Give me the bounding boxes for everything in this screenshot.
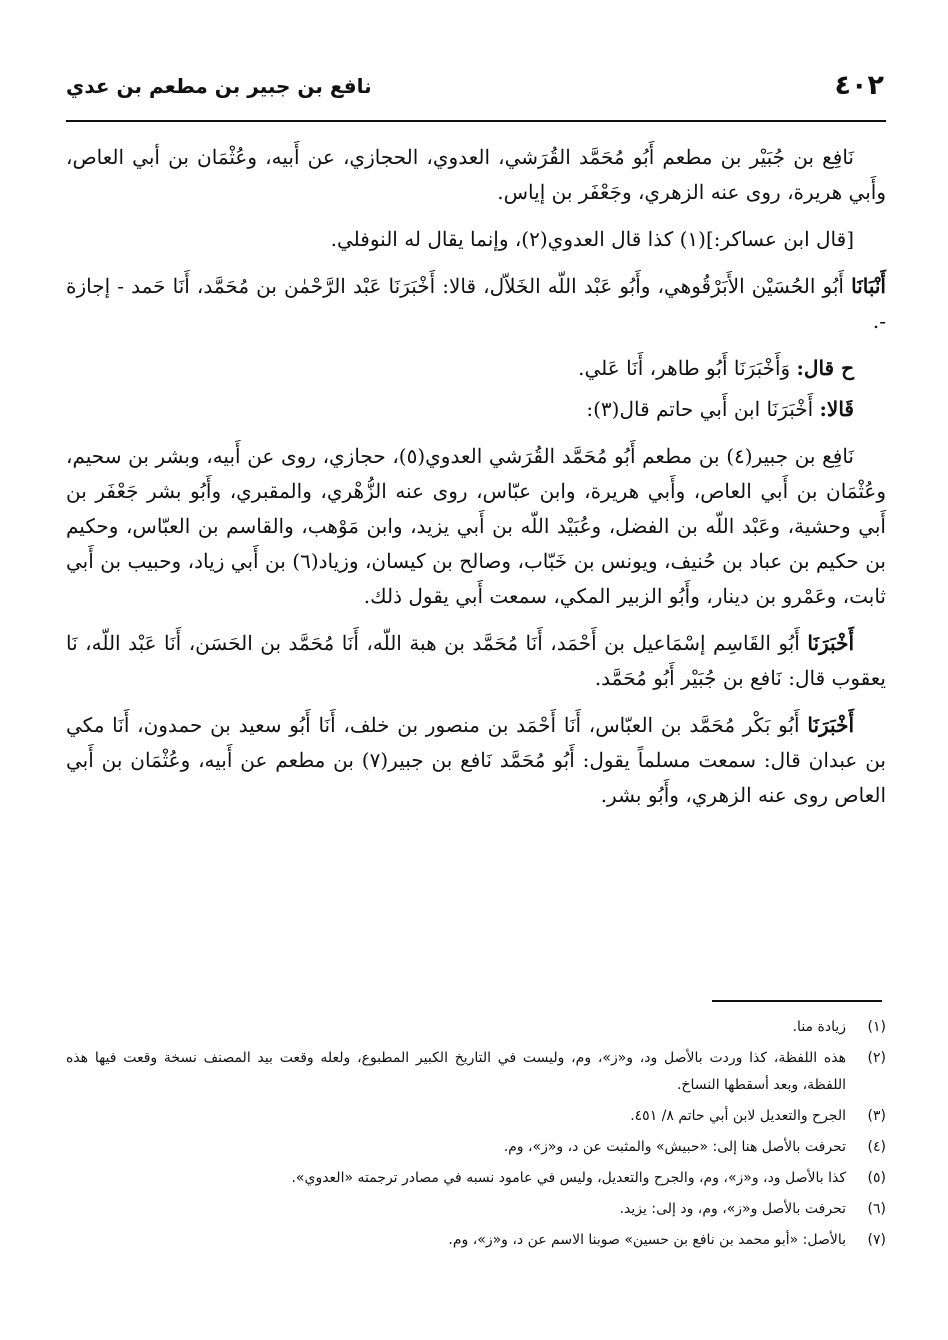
footnote [66,1045,886,1099]
paragraph [66,269,886,339]
paragraph [66,708,886,813]
footnote-number: (٦) [867,1201,886,1217]
footnote [66,1165,886,1192]
footnote [66,1196,886,1223]
main-text [66,140,886,825]
footnote-number: (٢) [867,1050,886,1066]
chain-lead: أَنْبَانَا [851,274,886,298]
footnote-rule [712,1000,882,1002]
paragraph-text: أَبُو القَاسِم إسْمَاعيل بن أَحْمَد، أَنَا مُحَمَّد بن هبة اللّه، أَنَا مُحَمَّد بن الحَسَن، أَنَا عَبْد اللّه، نَا يعقوب قال: نَافع بن جُبَيْر أَبُو مُحَمَّد. [66,631,886,690]
footnotes [66,1014,886,1258]
chain-lead: أَخْبَرَنَا [807,631,854,655]
footnote [66,1134,886,1161]
chain-lead: قَالا: [819,397,854,421]
footnote-text: تحرفت بالأصل هنا إلى: «حبيش» والمثبت عن د، و«ز»، وم. [503,1139,846,1155]
footnote-number: (٣) [867,1108,886,1124]
page-number: ٤٠٢ [834,70,884,101]
paragraph-text: أَبُو الحُسَيْن الأَبَرْقُوهي، وأَبُو عَبْد اللّه الخَلاّل، قالا: أَخْبَرَنَا عَبْد الرَّحْمٰن بن مُحَمَّد، أَنَا حَمد - إجازة -. [66,274,886,333]
header-rule [66,120,886,122]
chain-lead: أَخْبَرَنَا [807,713,854,737]
footnote-text: بالأصل: «أبو محمد بن نافع بن حسين» صوبنا الاسم عن د، و«ز»، وم. [448,1232,846,1248]
footnote-text: هذه اللفظة، كذا وردت بالأصل ود، و«ز»، وم، وليست في التاريخ الكبير المطبوع، ولعله وقعت بيد المصنف نسخة وقعت فيها هذه اللفظة، وبعد أسقطها النساخ. [66,1050,846,1093]
paragraph [66,626,886,696]
chain-lead: ح قال: [796,356,854,380]
paragraph: نَافِع بن جُبَيْر بن مطعم أَبُو مُحَمَّد القُرَشي، العدوي، الحجازي، عن أَبيه، وعُثْمَان بن أبي العاص، وأَبي هريرة، روى عنه الزهري، وجَعْفَر بن إياس. [66,145,886,204]
footnote-number: (١) [867,1019,886,1035]
paragraph-text: وَأَخْبَرَنَا أَبُو طاهر، أَنَا عَلي. [578,356,797,380]
footnote-text: الجرح والتعديل لابن أبي حاتم ٨/ ٤٥١. [630,1108,846,1124]
footnote-number: (٧) [867,1232,886,1248]
paragraph-text: أَخْبَرَنَا ابن أَبي حاتم قال(٣): [586,397,820,421]
running-title: نافع بن جبير بن مطعم بن عدي [66,74,372,98]
footnote [66,1014,886,1041]
footnote-number: (٥) [867,1170,886,1186]
page-header [66,70,884,118]
footnote-number: (٤) [867,1139,886,1155]
footnote [66,1227,886,1254]
footnote-text: تحرفت بالأصل و«ز»، وم، ود إلى: يزيد. [619,1201,846,1217]
paragraph [66,351,886,386]
footnote [66,1103,886,1130]
footnote-text: كذا بالأصل ود، و«ز»، وم، والجرح والتعديل، وليس في عامود نسبه في مصادر ترجمته «العدوي». [291,1170,846,1186]
paragraph-text: أَبُو بَكْر مُحَمَّد بن العبّاس، أَنَا أَحْمَد بن منصور بن خلف، أَنَا أَبُو سعيد بن حمدون، أَنَا مكي بن عبدان قال: سمعت مسلماً يقول: أَبُو مُحَمَّد نَافع بن جبير(٧) بن مطعم عن أَبيه، وعُثْمَان بن أَبي العاص روى عنه الزهري، وأَبُو بشر. [66,713,886,807]
paragraph [66,392,886,427]
footnote-text: زيادة منا. [792,1019,846,1035]
paragraph: نَافِع بن جبير(٤) بن مطعم أَبُو مُحَمَّد القُرَشي العدوي(٥)، حجازي، روى عن أَبيه، وبشر بن سحيم، وعُثْمَان بن أَبي العاص، وأَبي هريرة، وابن عبّاس، روى عنه الزُّهْري، والمقبري، وأَبُو بشر جَعْفَر بن أَبي وحشية، وعَبْد اللّه بن الفضل، وعُبَيْد اللّه بن أَبي يزيد، وابن مَوْهب، والقاسم بن العبّاس، وحكيم بن حكيم بن عباد بن حُنيف، ويونس بن خَبّاب، وصالح بن كيسان، وزياد(٦) بن أَبي زياد، وحبيب بن أَبي ثابت، وعَمْرو بن دينار، وأَبُو الزبير المكي، سمعت أَبي يقول ذلك. [66,444,886,608]
paragraph: [قال ابن عساكر:](١) كذا قال العدوي(٢)، وإنما يقال له النوفلي. [330,227,854,251]
